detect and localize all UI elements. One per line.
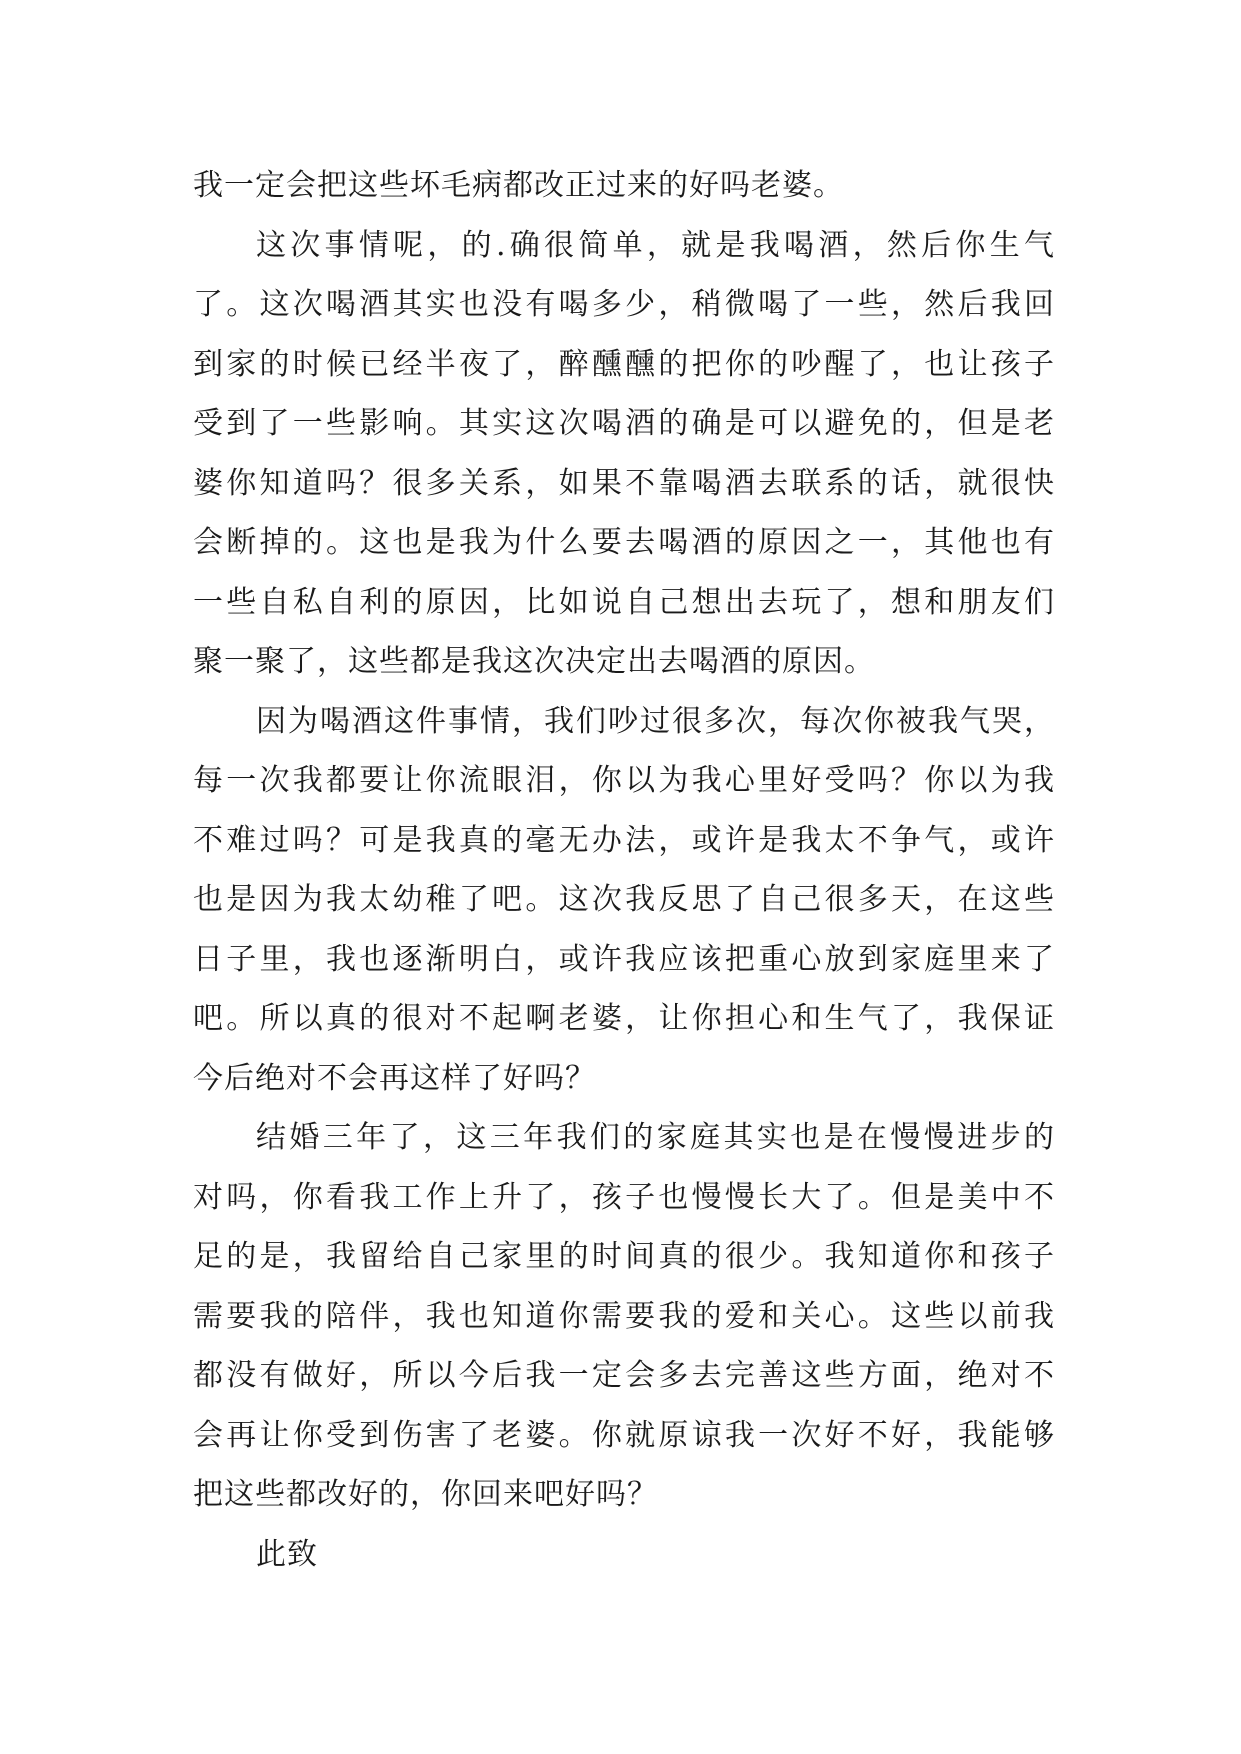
text-line: 到家的时候已经半夜了，醉醺醺的把你的吵醒了，也让孩子 bbox=[193, 346, 1055, 382]
text-line: 都没有做好，所以今后我一定会多去完善这些方面，绝对不 bbox=[193, 1358, 1055, 1393]
text-line: 会再让你受到伤害了老婆。你就原谅我一次好不好，我能够 bbox=[193, 1417, 1055, 1453]
text-line: 对吗，你看我工作上升了，孩子也慢慢长大了。但是美中不 bbox=[193, 1179, 1055, 1215]
text-line: 会断掉的。这也是我为什么要去喝酒的原因之一，其他也有 bbox=[193, 525, 1055, 560]
text-line: 聚一聚了，这些都是我这次决定出去喝酒的原因。 bbox=[193, 644, 875, 679]
text-line: 这次事情呢，的.确很简单，就是我喝酒，然后你生气 bbox=[256, 227, 1055, 263]
text-line: 足的是，我留给自己家里的时间真的很少。我知道你和孩子 bbox=[193, 1239, 1055, 1274]
text-line: 每一次我都要让你流眼泪，你以为我心里好受吗？你以为我 bbox=[193, 763, 1055, 798]
text-line: 也是因为我太幼稚了吧。这次我反思了自己很多天，在这些 bbox=[193, 882, 1055, 917]
text-line: 把这些都改好的，你回来吧好吗？ bbox=[193, 1477, 658, 1512]
text-line: 结婚三年了，这三年我们的家庭其实也是在慢慢进步的 bbox=[256, 1120, 1055, 1155]
text-line: 吧。所以真的很对不起啊老婆，让你担心和生气了，我保证 bbox=[193, 1001, 1055, 1036]
closing-salutation: 此致 bbox=[256, 1536, 318, 1572]
text-line: 今后绝对不会再这样了好吗？ bbox=[193, 1060, 596, 1096]
text-line: 了。这次喝酒其实也没有喝多少，稍微喝了一些，然后我回 bbox=[193, 287, 1055, 322]
text-line: 日子里，我也逐渐明白，或许我应该把重心放到家庭里来了 bbox=[193, 941, 1055, 977]
text-line: 一些自私自利的原因，比如说自己想出去玩了，想和朋友们 bbox=[193, 584, 1055, 620]
text-line: 婆你知道吗？很多关系，如果不靠喝酒去联系的话，就很快 bbox=[193, 465, 1055, 501]
text-line: 我一定会把这些坏毛病都改正过来的好吗老婆。 bbox=[193, 168, 844, 203]
text-line: 因为喝酒这件事情，我们吵过很多次，每次你被我气哭， bbox=[256, 703, 1055, 739]
text-line: 不难过吗？可是我真的毫无办法，或许是我太不争气，或许 bbox=[193, 822, 1055, 858]
text-line: 受到了一些影响。其实这次喝酒的确是可以避免的，但是老 bbox=[193, 406, 1055, 441]
text-line: 需要我的陪伴，我也知道你需要我的爱和关心。这些以前我 bbox=[193, 1298, 1055, 1334]
letter-body bbox=[193, 156, 1055, 1584]
